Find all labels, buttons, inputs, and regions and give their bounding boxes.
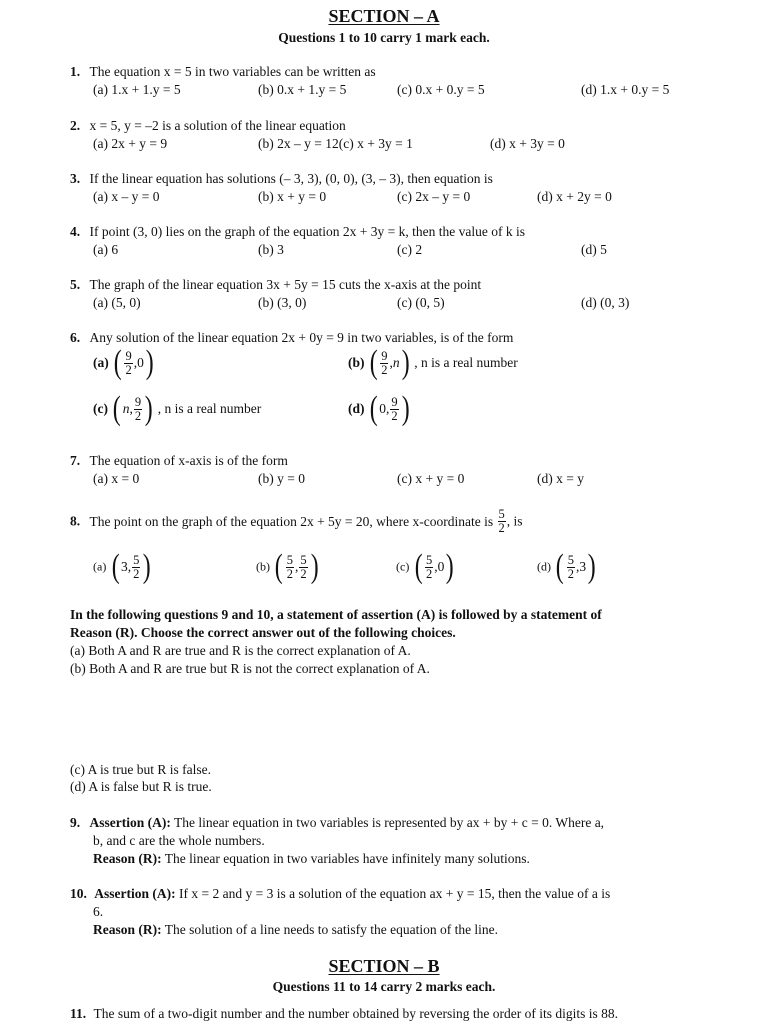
comma: ,: [575, 559, 580, 574]
numerator: 9: [125, 348, 132, 363]
variable: n: [392, 355, 400, 370]
question-number: 7.: [70, 453, 81, 468]
left-paren: (: [275, 548, 284, 585]
q4-option-c[interactable]: (c) 2: [397, 242, 423, 257]
option-label: (d): [537, 559, 551, 574]
right-paren: ): [144, 390, 153, 427]
question-tail: , is: [506, 513, 523, 529]
q4-option-a[interactable]: (a) 6: [93, 242, 119, 257]
q2-option-a[interactable]: (a) 2x + y = 9: [93, 136, 168, 151]
q3-option-b[interactable]: (b) x + y = 0: [258, 189, 327, 204]
q7-option-b[interactable]: (b) y = 0: [258, 471, 305, 486]
q3-option-d[interactable]: (d) x + 2y = 0: [537, 189, 612, 204]
denominator: 2: [498, 521, 505, 535]
question-number: 3.: [70, 171, 81, 186]
question-number: 1.: [70, 64, 81, 79]
numerator: 9: [391, 394, 398, 409]
left-paren: (: [111, 548, 120, 585]
q8-option-c[interactable]: [396, 548, 456, 585]
q1-option-d[interactable]: (d) 1.x + 0.y = 5: [581, 82, 670, 97]
q7-option-a[interactable]: (a) x = 0: [93, 471, 140, 486]
right-paren: ): [143, 548, 152, 585]
q3-option-a[interactable]: (a) x – y = 0: [93, 189, 160, 204]
ordered-pair: [273, 548, 320, 585]
fraction: [425, 554, 433, 581]
q6-option-c[interactable]: [93, 390, 262, 427]
right-paren: ): [446, 548, 455, 585]
q7-option-d[interactable]: (d) x = y: [537, 471, 584, 486]
question-text: If the linear equation has solutions (– 3, 3), (0, 0), (3, – 3), then equation is: [89, 171, 493, 186]
ordered-pair: [368, 390, 411, 427]
option-label: (b): [256, 559, 270, 574]
numerator: 5: [567, 552, 574, 567]
option-label: (a): [93, 559, 107, 574]
question-number: 5.: [70, 277, 81, 292]
left-paren: (: [414, 548, 423, 585]
reason-label: Reason (R):: [93, 851, 162, 866]
denominator: 2: [125, 362, 132, 377]
option-label: (b): [348, 355, 365, 370]
section-a-subtitle: Questions 1 to 10 carry 1 mark each.: [278, 30, 490, 45]
option-label: (c): [93, 401, 108, 416]
option-note: , n is a real number: [414, 355, 518, 370]
assertion-choice-a: (a) Both A and R are true and R is the correct explanation of A.: [70, 643, 411, 658]
q8-option-d[interactable]: [537, 548, 597, 585]
assertion-choice-d: (d) A is false but R is true.: [70, 779, 212, 794]
question-2: [70, 118, 346, 134]
ordered-pair: [413, 548, 456, 585]
question-number: 2.: [70, 118, 81, 133]
option-note: , n is a real number: [157, 401, 262, 416]
denominator: 2: [426, 566, 433, 581]
variable: n: [122, 401, 130, 416]
q10-assertion-continued: 6.: [93, 904, 104, 919]
ordered-pair: [368, 344, 411, 381]
assertion-label: Assertion (A):: [89, 815, 171, 830]
q1-option-b[interactable]: (b) 0.x + 1.y = 5: [258, 82, 347, 97]
numerator: 5: [286, 552, 293, 567]
fraction: [286, 554, 294, 581]
question-text: x = 5, y = –2 is a solution of the linear equation: [89, 118, 346, 133]
numerator: 5: [133, 552, 140, 567]
reason-label: Reason (R):: [93, 922, 162, 937]
question-number: 11.: [70, 1006, 87, 1021]
q6-option-b[interactable]: [348, 344, 518, 381]
q1-option-c[interactable]: (c) 0.x + 0.y = 5: [397, 82, 485, 97]
comma: ,: [389, 355, 393, 370]
assertion-text: The linear equation in two variables is represented by ax + by + c = 0. Where a,: [170, 815, 605, 830]
q7-option-c[interactable]: (c) x + y = 0: [397, 471, 465, 486]
denominator: 2: [381, 362, 388, 377]
q6-option-a[interactable]: [93, 344, 155, 381]
reason-text: The linear equation in two variables have infinitely many solutions.: [161, 851, 530, 866]
section-a-title: SECTION – A: [328, 6, 440, 26]
reason-text: The solution of a line needs to satisfy the equation of the line.: [161, 922, 499, 937]
comma: ,: [385, 401, 390, 416]
fraction: [498, 508, 506, 535]
comma: ,: [294, 559, 299, 574]
option-label: (c): [396, 559, 410, 574]
ordered-pair: [554, 548, 597, 585]
fraction: [132, 554, 140, 581]
comma: ,: [434, 559, 438, 574]
comma: ,: [127, 559, 132, 574]
numerator: 5: [498, 507, 505, 521]
section-b-title: SECTION – B: [328, 956, 440, 976]
numerator: 9: [381, 348, 388, 363]
question-number: 10.: [70, 886, 87, 901]
q2-option-b[interactable]: (b) 2x – y = 12(c) x + 3y = 1: [258, 136, 413, 151]
question-8: [70, 508, 523, 535]
value: 0: [137, 355, 144, 370]
right-paren: ): [587, 548, 596, 585]
q4-option-b[interactable]: (b) 3: [258, 242, 284, 257]
denominator: 2: [391, 408, 398, 423]
comma: ,: [133, 355, 138, 370]
assertion-choice-b: (b) Both A and R are true but R is not the correct explanation of A.: [70, 661, 430, 676]
numerator: 5: [426, 552, 433, 567]
q9-reason: [93, 851, 530, 867]
ordered-pair: [111, 390, 154, 427]
numerator: 9: [134, 394, 142, 409]
section-b-subtitle: Questions 11 to 14 carry 2 marks each.: [272, 979, 496, 994]
question-6: [70, 330, 513, 346]
question-1: [70, 64, 376, 80]
q3-option-c[interactable]: (c) 2x – y = 0: [397, 189, 471, 204]
q2-option-d[interactable]: (d) x + 3y = 0: [490, 136, 565, 151]
option-label: (a): [93, 355, 109, 370]
question-4: [70, 224, 525, 240]
q5-option-b[interactable]: (b) (3, 0): [258, 295, 307, 310]
question-text: The equation of x-axis is of the form: [89, 453, 288, 468]
right-paren: ): [401, 390, 410, 427]
denominator: 2: [567, 566, 574, 581]
q8-option-a[interactable]: [93, 548, 153, 585]
numerator: 5: [300, 552, 307, 567]
fraction: [380, 350, 388, 377]
q10-reason: [93, 922, 498, 938]
assertion-label: Assertion (A):: [94, 886, 176, 901]
question-text: Any solution of the linear equation 2x + 0y = 9 in two variables, is of the form: [89, 330, 514, 345]
denominator: 2: [134, 408, 142, 423]
right-paren: ): [145, 344, 154, 381]
ordered-pair: [110, 548, 153, 585]
question-text: The equation x = 5 in two variables can be written as: [89, 64, 376, 79]
question-11: [70, 1006, 618, 1022]
question-number: 4.: [70, 224, 81, 239]
value: 3: [579, 559, 587, 574]
question-text: The sum of a two-digit number and the number obtained by reversing the order of its digits is 88.: [93, 1006, 619, 1021]
left-paren: (: [556, 548, 565, 585]
q8-option-b[interactable]: [256, 548, 320, 585]
option-label: (d): [348, 401, 365, 416]
q5-option-c[interactable]: (c) (0, 5): [397, 295, 445, 310]
left-paren: (: [369, 390, 378, 427]
question-text: If point (3, 0) lies on the graph of the equation 2x + 3y = k, then the value of k is: [89, 224, 526, 239]
right-paren: ): [310, 548, 319, 585]
q5-option-d[interactable]: (d) (0, 3): [581, 295, 630, 310]
question-text: The graph of the linear equation 3x + 5y = 15 cuts the x-axis at the point: [89, 277, 482, 292]
right-paren: ): [401, 344, 410, 381]
denominator: 2: [286, 566, 293, 581]
assertion-instructions-line-1: In the following questions 9 and 10, a statement of assertion (A) is followed by a statement of: [70, 607, 602, 622]
value: 3: [121, 559, 128, 574]
denominator: 2: [133, 566, 140, 581]
fraction: [134, 396, 142, 423]
left-paren: (: [369, 344, 378, 381]
ordered-pair: [112, 344, 155, 381]
assertion-text: If x = 2 and y = 3 is a solution of the equation ax + y = 15, then the value of a is: [175, 886, 611, 901]
question-number: 9.: [70, 815, 81, 830]
q1-option-a[interactable]: (a) 1.x + 1.y = 5: [93, 82, 181, 97]
value: 0: [379, 401, 386, 416]
left-paren: (: [113, 390, 121, 427]
left-paren: (: [113, 344, 122, 381]
question-5: [70, 277, 481, 293]
denominator: 2: [300, 566, 307, 581]
q5-option-a[interactable]: (a) (5, 0): [93, 295, 141, 310]
comma: ,: [129, 401, 133, 416]
q4-option-d[interactable]: (d) 5: [581, 242, 607, 257]
q9-assertion-continued: b, and c are the whole numbers.: [93, 833, 265, 848]
fraction: [390, 396, 398, 423]
assertion-instructions-line-2: Reason (R). Choose the correct answer out of the following choices.: [70, 625, 456, 640]
value: 0: [437, 559, 445, 574]
question-10: [70, 886, 610, 902]
question-3: [70, 171, 493, 187]
q6-option-d[interactable]: [348, 390, 411, 427]
question-text: The point on the graph of the equation 2x + 5y = 20, where x-coordinate is: [89, 513, 494, 529]
question-number: 8.: [70, 513, 81, 529]
fraction: [124, 350, 132, 377]
fraction: [567, 554, 575, 581]
fraction: [299, 554, 307, 581]
question-7: [70, 453, 288, 469]
assertion-choice-c: (c) A is true but R is false.: [70, 762, 211, 777]
question-9: [70, 815, 604, 831]
question-number: 6.: [70, 330, 81, 345]
